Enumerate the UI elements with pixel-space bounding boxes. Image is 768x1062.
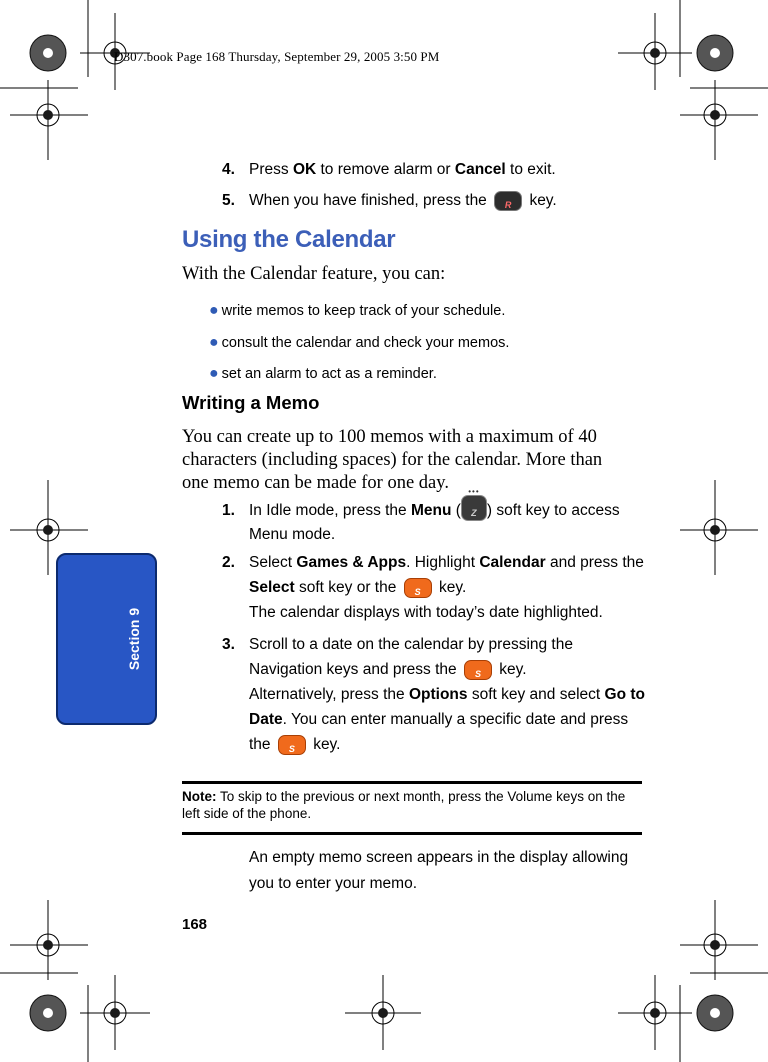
step-text: key. xyxy=(313,736,341,753)
memo-paragraph-line: one memo can be made for one day. xyxy=(182,473,449,493)
final-text: An empty memo screen appears in the display allowing xyxy=(249,849,629,866)
step-text: Alternatively, press the xyxy=(249,686,409,703)
menu-key-icon xyxy=(461,486,487,521)
bullet-item xyxy=(209,299,505,323)
step-text: Press xyxy=(249,161,293,178)
date-keyword: Date xyxy=(249,711,283,728)
step-text: Scroll to a date on the calendar by pressing the xyxy=(249,636,573,653)
menu-key-dots: ••• xyxy=(468,486,480,496)
memo-heading: Writing a Memo xyxy=(182,392,320,413)
step-text: soft key and select xyxy=(467,686,605,703)
note-top-rule xyxy=(182,781,642,784)
step-text: Select xyxy=(249,554,297,571)
step-text: The calendar displays with today’s date highlighted. xyxy=(249,604,603,621)
options-keyword: Options xyxy=(408,686,468,703)
calendar-keyword: Calendar xyxy=(479,554,546,571)
final-paragraph xyxy=(249,845,628,897)
menu-keyword: Menu xyxy=(410,502,452,519)
end-key-icon xyxy=(494,191,522,211)
note-label: Note: xyxy=(182,789,217,804)
ok-key-icon xyxy=(404,578,432,598)
step-text: Navigation keys and press the xyxy=(249,661,457,678)
step-text: and press the xyxy=(545,554,644,571)
bullet-text: write memos to keep track of your schedule. xyxy=(221,303,506,319)
note-text: To skip to the previous or next month, press the Volume keys on the xyxy=(216,789,626,804)
calendar-intro: With the Calendar feature, you can: xyxy=(182,264,446,284)
step-number: 3. xyxy=(222,636,235,653)
bullet-item xyxy=(209,331,509,355)
step-text: In Idle mode, press the xyxy=(249,502,411,519)
memo-paragraph-line: You can create up to 100 memos with a maximum of 40 xyxy=(182,427,597,447)
bullet-icon: ● xyxy=(209,334,219,351)
step-text: key. xyxy=(438,579,467,596)
step-text: soft key or the xyxy=(294,579,397,596)
step-text: key. xyxy=(529,192,557,209)
note-text: left side of the phone. xyxy=(182,806,312,821)
step-text: ( xyxy=(451,502,461,519)
bullet-text: set an alarm to act as a reminder. xyxy=(221,366,437,382)
ok-key-glyph: S xyxy=(414,586,421,597)
menu-key-glyph: Z xyxy=(471,507,477,518)
ok-key-icon xyxy=(464,660,492,680)
ok-key-glyph: S xyxy=(288,743,295,754)
step-number: 4. xyxy=(222,161,235,178)
bullet-item xyxy=(209,362,437,386)
section-tab-label: Section 9 xyxy=(126,607,142,671)
step-text: . You can enter manually a specific date and press xyxy=(282,711,629,728)
step-text: to exit. xyxy=(505,161,556,178)
bullet-icon: ● xyxy=(209,302,219,319)
step-text: When you have finished, press the xyxy=(249,192,487,209)
final-text: you to enter your memo. xyxy=(249,875,417,892)
go-to-keyword: Go to xyxy=(604,686,645,703)
step-text: ) soft key to access xyxy=(486,502,620,519)
print-header: D307.book Page 168 Thursday, September 29, 2005 3:50 PM xyxy=(114,49,440,64)
step-text: Menu mode. xyxy=(249,526,336,543)
step-text: to remove alarm or xyxy=(316,161,455,178)
cancel-keyword: Cancel xyxy=(454,161,506,178)
bullet-icon: ● xyxy=(209,365,219,382)
games-apps-keyword: Games & Apps xyxy=(296,554,407,571)
calendar-heading: Using the Calendar xyxy=(182,226,396,253)
end-key-glyph: R xyxy=(504,199,512,210)
memo-paragraph-line: characters (including spaces) for the calendar. More than xyxy=(182,450,603,470)
step-number: 2. xyxy=(222,554,235,571)
note-bottom-rule xyxy=(182,832,642,835)
ok-key-glyph: S xyxy=(474,668,481,679)
select-keyword: Select xyxy=(249,579,295,596)
ok-keyword: OK xyxy=(292,161,317,178)
step-text: . Highlight xyxy=(406,554,480,571)
step-number: 1. xyxy=(222,502,235,519)
step-text: the xyxy=(249,736,271,753)
step-number: 5. xyxy=(222,192,235,209)
bullet-text: consult the calendar and check your memos. xyxy=(221,335,510,351)
ok-key-icon xyxy=(278,735,306,755)
note-box xyxy=(182,788,642,822)
step-text: key. xyxy=(499,661,527,678)
page-number: 168 xyxy=(182,916,208,933)
